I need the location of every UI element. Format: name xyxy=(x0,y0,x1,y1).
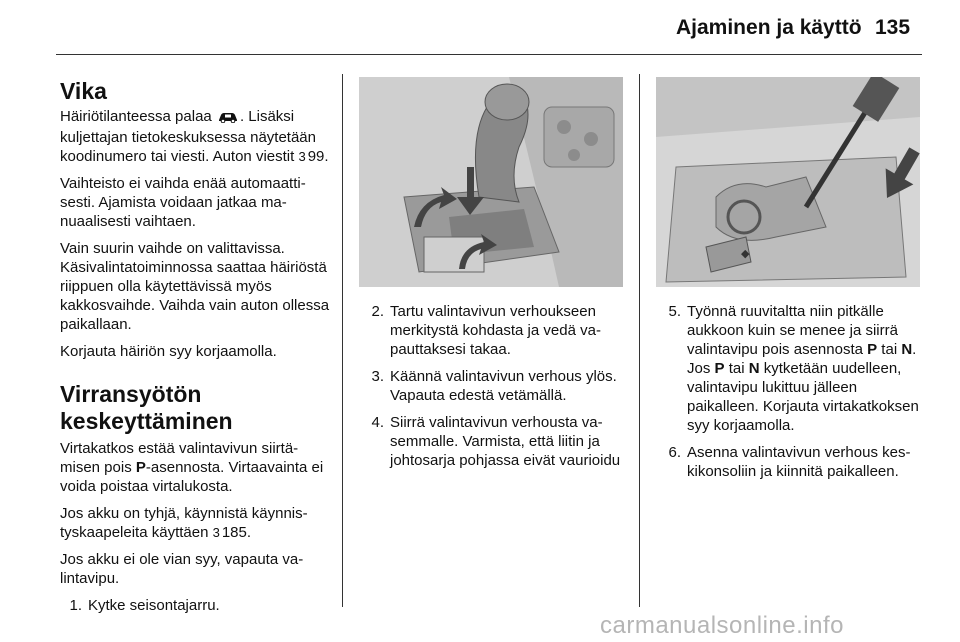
page-number: 135 xyxy=(875,16,911,39)
steps-list-middle xyxy=(364,302,622,470)
svg-text:◆: ◆ xyxy=(741,248,750,260)
list-item: 4. Siirrä valintavivun verhousta vasemmalle. Varmista, että liitin ja johtosarja pohjassa eivät vaurioidu xyxy=(371,414,621,469)
page-ref-link[interactable]: 185. xyxy=(221,524,252,541)
section-heading-vika: Vika xyxy=(60,78,107,104)
car-warning-icon xyxy=(218,109,238,128)
page-header-title: Ajaminen ja käyttö xyxy=(676,16,862,39)
left-column xyxy=(60,78,332,623)
paragraph-manual-shift: Vaihteisto ei vaihda enää automaattisesti. Ajamista voidaan jatkaa manuaalisesti vaihtaen. xyxy=(60,175,306,230)
paragraph-gear-availability: Vain suurin vaihde on valittavissa. Käsivalintatoiminnossa saattaa häiriöstä riippuen olla käytettävissä myös kakkosvaihde. Vaihda vain auton ollessa paikallaan. xyxy=(60,240,330,333)
middle-column xyxy=(364,302,622,478)
paragraph-repair: Korjauta häiriön syy korjaamolla. xyxy=(60,343,277,360)
section-heading-power-interruption: Virransyötön keskeyttäminen xyxy=(60,381,233,434)
list-item: 2. Tartu valintavivun verhoukseen merkitystä kohdasta ja vedä vapauttaksesi takaa. xyxy=(371,303,601,358)
page-ref-icon: 3 xyxy=(298,149,306,164)
paragraph-power-cut: Virtakatkos estää valintavivun siirtämisen pois P-asennosta. Virtaavainta ei voida poistaa virtalukosta. xyxy=(60,440,324,495)
list-item: 5. Työnnä ruuvitaltta niin pitkälle aukkoon kuin se menee ja siirrä valintavipu pois asennosta P tai N. Jos P tai N kytketään uudelleen, valintavipu lukittuu jälleen paikalleen. Korjauta virtakatkoksen syy korjaamolla. xyxy=(668,303,919,434)
right-column xyxy=(661,302,923,489)
figure-gear-lever-cover xyxy=(359,77,623,287)
header-divider xyxy=(56,54,922,55)
list-item: 3. Käännä valintavivun verhous ylös. Vapauta edestä vetämällä. xyxy=(371,368,617,404)
list-item: 1. Kytke seisontajarru. xyxy=(69,597,220,614)
page-ref-icon: 3 xyxy=(212,525,220,540)
column-divider-left xyxy=(342,74,343,607)
steps-list-right xyxy=(661,302,923,481)
page-ref-link[interactable]: 99. xyxy=(307,148,329,165)
paragraph-jump-start: Jos akku on tyhjä, käynnistä käynnistyskaapeleita käyttäen 3 185. xyxy=(60,505,308,541)
steps-list-left xyxy=(62,596,332,615)
column-divider-right xyxy=(639,74,640,607)
list-item: 6. Asenna valintavivun verhous keskikonsoliin ja kiinnitä paikalleen. xyxy=(668,444,911,480)
paragraph-release-lever: Jos akku ei ole vian syy, vapauta valintavipu. xyxy=(60,551,304,587)
fault-paragraph: Häiriötilanteessa palaa . Lisäksi kuljettajan tietokeskuksessa näytetään koodinumero tai viesti. Auton viestit 3 99. xyxy=(60,108,329,165)
watermark: carmanualsonline.info xyxy=(600,612,844,639)
figure-screwdriver-release xyxy=(656,77,920,287)
